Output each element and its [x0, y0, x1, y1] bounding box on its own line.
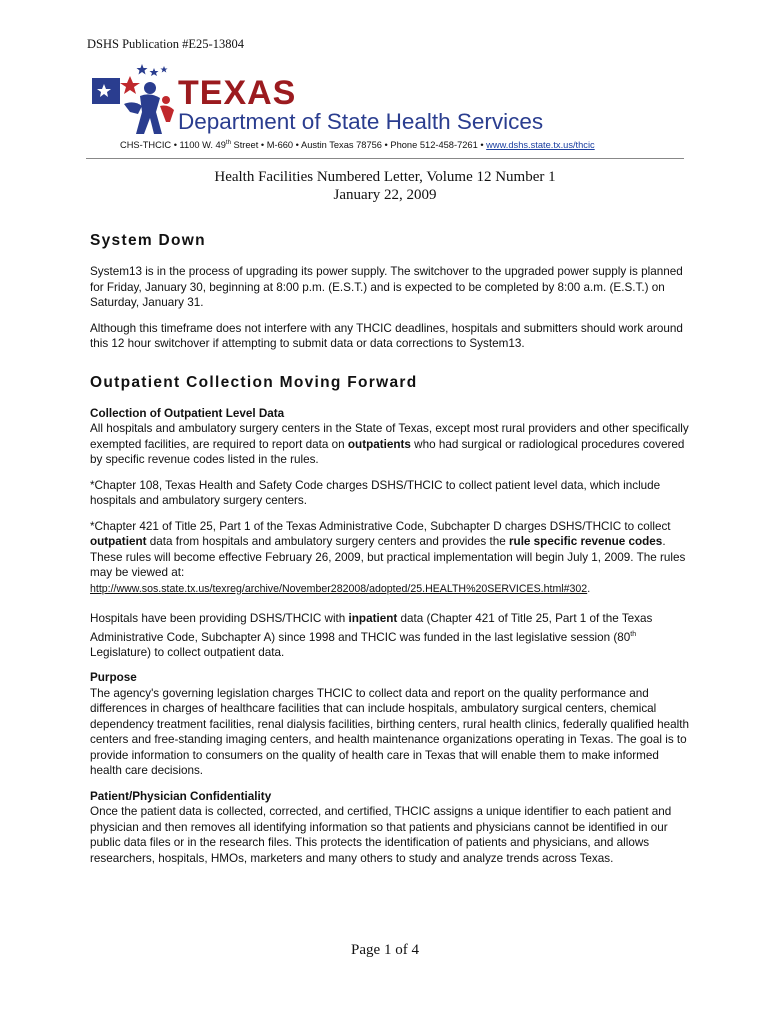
publication-number: DSHS Publication #E25-13804 — [87, 37, 244, 51]
header-divider — [86, 158, 684, 159]
text: *Chapter 421 of Title 25, Part 1 of the Texas Administrative Code, Subchapter D charges DSHS/THCIC to collect — [90, 519, 671, 533]
emphasis: outpatients — [347, 437, 411, 451]
outpatient-paragraph-2: *Chapter 108, Texas Health and Safety Code charges DSHS/THCIC to collect patient level data, which include hospitals and ambulatory surgery centers. — [90, 478, 661, 507]
emphasis: inpatient — [348, 612, 398, 625]
text: data from hospitals and ambulatory surgery centers and provides the — [146, 535, 509, 548]
page-number: Page 1 of 4 — [351, 942, 419, 958]
section-heading-system-down: System Down — [90, 232, 206, 249]
text: Once the patient data is collected, corrected, and certified, THCIC assigns a unique identifier to each patient and physician and then removes all identifying information so that patients and physicians cannot be identified in our public data files or in the research files. This protects the identification of patients and physicians, and allows researchers, hospitals, HMOs, marketers and many others to study and analyze trends across Texas. — [90, 805, 672, 865]
emphasis: rule specific revenue codes — [509, 535, 663, 548]
text: . These rules will become effective February 26, 2009, but practical implementation will begin July 1, 2009. The rules may be viewed at: — [90, 535, 686, 579]
letter-header — [0, 168, 770, 204]
dshs-logo-icon — [90, 62, 180, 142]
purpose-paragraph — [90, 670, 690, 779]
text: data (Chapter 421 of Title 25, Part 1 of the Texas Administrative Code, Subchapter A) since 1998 and THCIC was funded in the last legislative session (80 — [90, 612, 653, 644]
subheading-purpose: Purpose — [90, 671, 137, 685]
subheading-confidentiality: Patient/Physician Confidentiality — [90, 789, 272, 803]
website-link[interactable]: www.dshs.state.tx.us/thcic — [486, 140, 595, 151]
section-heading-outpatient: Outpatient Collection Moving Forward — [90, 373, 418, 391]
text: All hospitals and ambulatory surgery centers in the State of Texas, except most rural providers and other specifically exempted facilities, are required to report data on — [90, 422, 689, 451]
address-rest: Street • M-660 • Austin Texas 78756 • Phone 512-458-7261 • — [230, 140, 487, 151]
logo-department-wordmark: Department of State Health Services — [178, 109, 544, 134]
text: . — [587, 582, 591, 595]
confidentiality-paragraph — [90, 789, 690, 867]
superscript: th — [630, 630, 637, 638]
outpatient-paragraph-1 — [90, 406, 690, 468]
text: Legislature) to collect outpatient data. — [90, 645, 285, 659]
logo-texas-wordmark: TEXAS — [178, 74, 297, 112]
letter-body — [90, 232, 690, 876]
address-text: CHS-THCIC • 1100 W. 49 — [120, 140, 226, 151]
letter-title: Health Facilities Numbered Letter, Volume 12 Number 1 — [214, 169, 556, 185]
emphasis: outpatient — [90, 535, 147, 548]
text: The agency's governing legislation charges THCIC to collect data and report on the quality performance and differences in charges of healthcare facilities that can include hospitals, ambulatory surgical centers, chemical dependency treatment facilities, renal dialysis facilities, birthing centers, rural health clinics, federally qualified health centers and free-standing imaging centers, and health maintenance organizations operating in Texas. The goal is to provide information to consumers on the quality of health care in Texas that will enable them to make informed health care decisions. — [90, 686, 689, 778]
address-line — [120, 140, 595, 150]
outpatient-paragraph-3 — [90, 519, 690, 598]
address-ordinal: th — [225, 140, 231, 146]
system-down-paragraph-1: System13 is in the process of upgrading its power supply. The switchover to the upgraded power supply is planned for Friday, January 30, beginning at 8:00 p.m. (E.S.T.) and is expected to be completed by 8:00 a.m. (E.S.T.) on Saturday, January 31. — [90, 265, 683, 309]
text: who had surgical or radiological procedures covered by specific revenue codes listed in the rules. — [90, 437, 685, 466]
outpatient-paragraph-4 — [90, 611, 690, 660]
text: Hospitals have been providing DSHS/THCIC with — [90, 612, 349, 625]
letter-date: January 22, 2009 — [333, 187, 437, 203]
subheading-collection: Collection of Outpatient Level Data — [90, 406, 285, 420]
system-down-paragraph-2: Although this timeframe does not interfere with any THCIC deadlines, hospitals and submitters should work around this 12 hour switchover if attempting to submit data or data corrections to System13. — [90, 321, 683, 350]
rules-link[interactable]: http://www.sos.state.tx.us/texreg/archive/November282008/adopted/25.HEALTH%20SERVICES.html#302 — [90, 582, 588, 595]
